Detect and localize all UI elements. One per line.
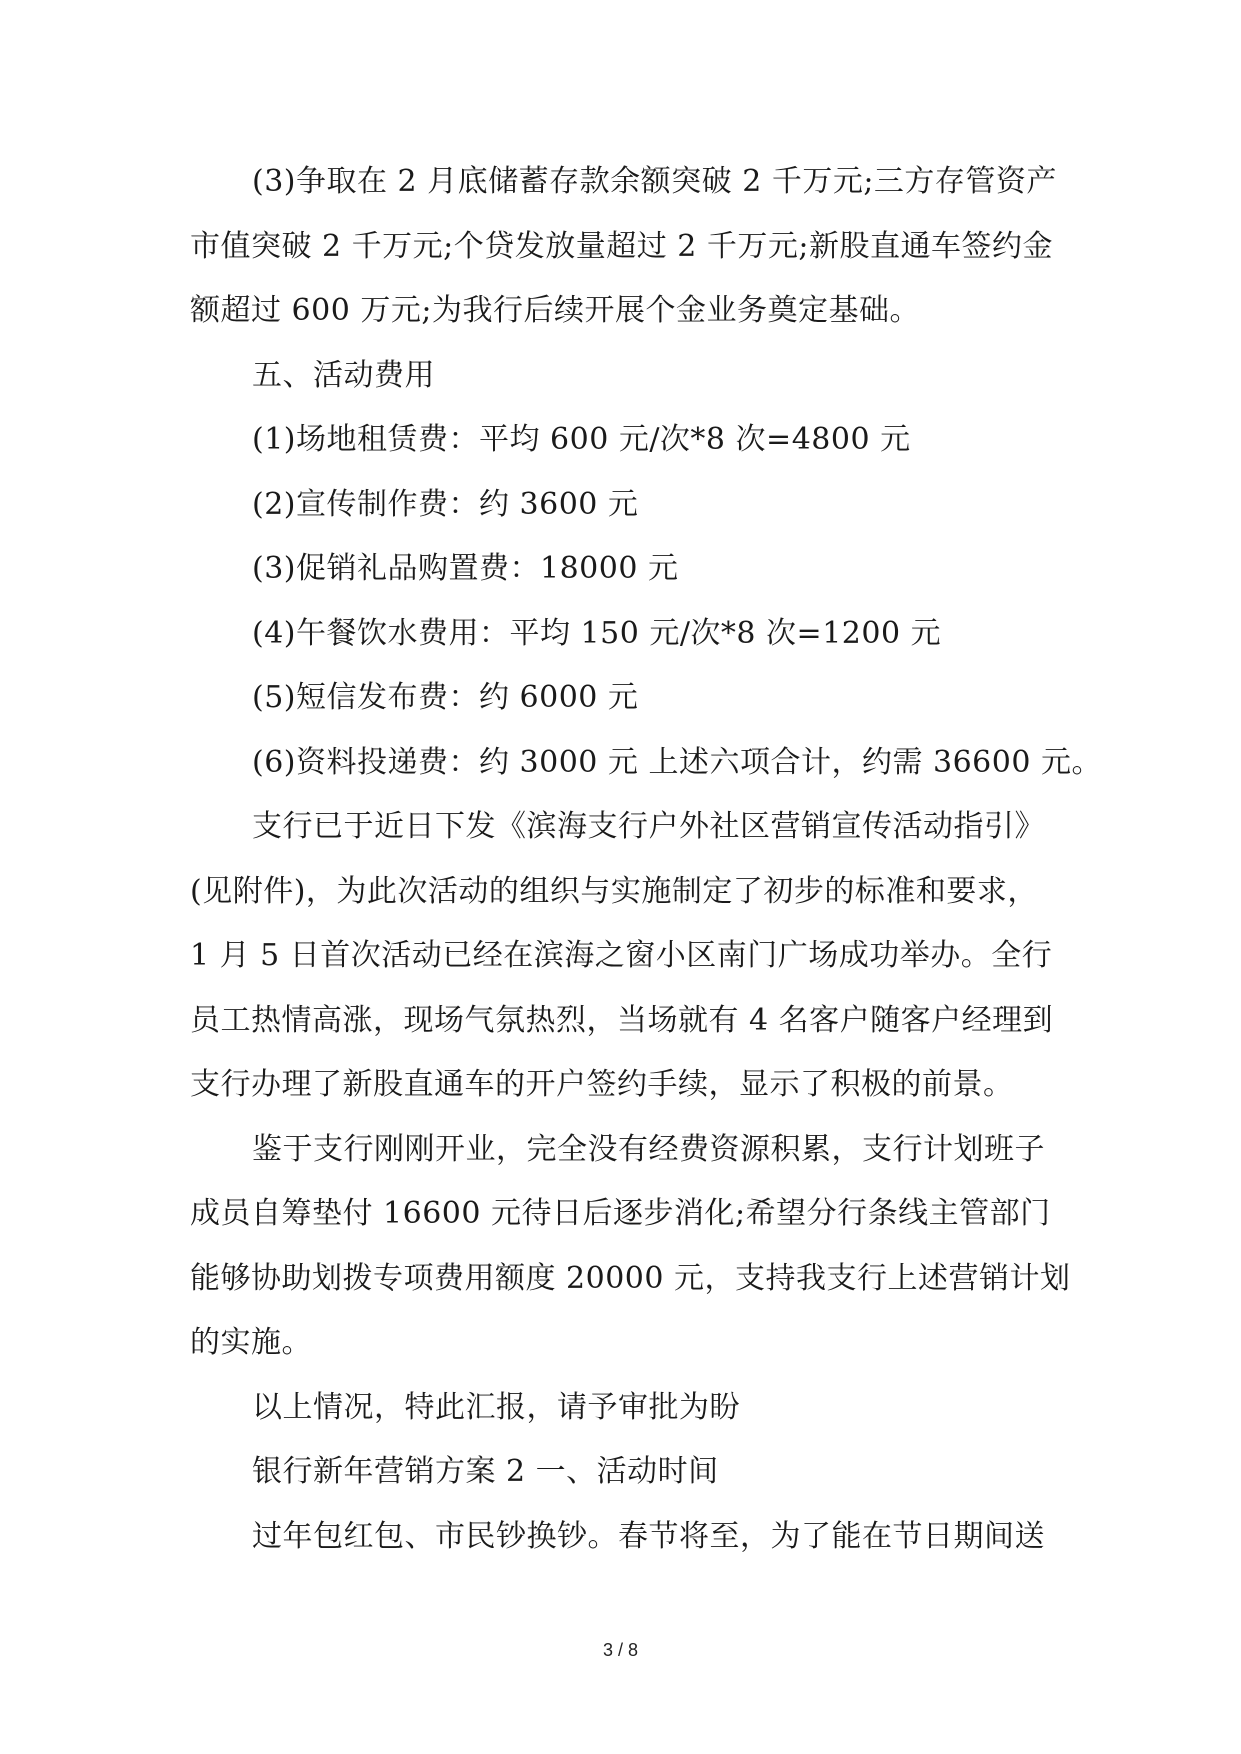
expense-item: (4)午餐饮水费用：平均 150 元/次*8 次=1200 元 (252, 615, 942, 651)
text-line: 过年包红包、市民钞换钞。春节将至，为了能在节日期间送 (252, 1518, 1045, 1554)
expense-item: (1)场地租赁费：平均 600 元/次*8 次=4800 元 (252, 422, 911, 457)
text-line: 支行已于近日下发《滨海支行户外社区营销宣传活动指引》 (252, 809, 1045, 844)
page-number: 3 / 8 (602, 1640, 639, 1660)
text-line: 鉴于支行刚刚开业，完全没有经费资源积累，支行计划班子 (252, 1131, 1045, 1167)
text-line: 市值突破 2 千万元;个贷发放量超过 2 千万元;新股直通车签约金 (190, 228, 1054, 264)
expense-item: (2)宣传制作费：约 3600 元 (252, 486, 639, 522)
expense-item: (6)资料投递费：约 3000 元 上述六项合计，约需 36600 元。 (252, 744, 1102, 780)
text-line: 成员自筹垫付 16600 元待日后逐步消化;希望分行条线主管部门 (190, 1196, 1051, 1231)
text-line: 以上情况，特此汇报，请予审批为盼 (252, 1389, 740, 1425)
section-heading: 五、活动费用 (252, 357, 435, 393)
section-heading: 银行新年营销方案 2 一、活动时间 (252, 1454, 719, 1489)
text-line: 能够协助划拨专项费用额度 20000 元，支持我支行上述营销计划 (190, 1260, 1071, 1296)
text-line: (3)争取在 2 月底储蓄存款余额突破 2 千万元;三方存管资产 (252, 164, 1057, 199)
document-body (190, 150, 1102, 1569)
text-line: 员工热情高涨，现场气氛热烈，当场就有 4 名客户随客户经理到 (190, 1002, 1054, 1038)
text-line: 1 月 5 日首次活动已经在滨海之窗小区南门广场成功举办。全行 (190, 938, 1053, 973)
text-line: 额超过 600 万元;为我行后续开展个金业务奠定基础。 (190, 293, 920, 328)
text-line: 支行办理了新股直通车的开户签约手续，显示了积极的前景。 (190, 1067, 1014, 1102)
text-line: 的实施。 (190, 1325, 312, 1360)
text-line: (见附件)，为此次活动的组织与实施制定了初步的标准和要求， (190, 873, 1038, 909)
expense-item: (5)短信发布费：约 6000 元 (252, 680, 639, 715)
expense-item: (3)促销礼品购置费：18000 元 (252, 551, 679, 586)
